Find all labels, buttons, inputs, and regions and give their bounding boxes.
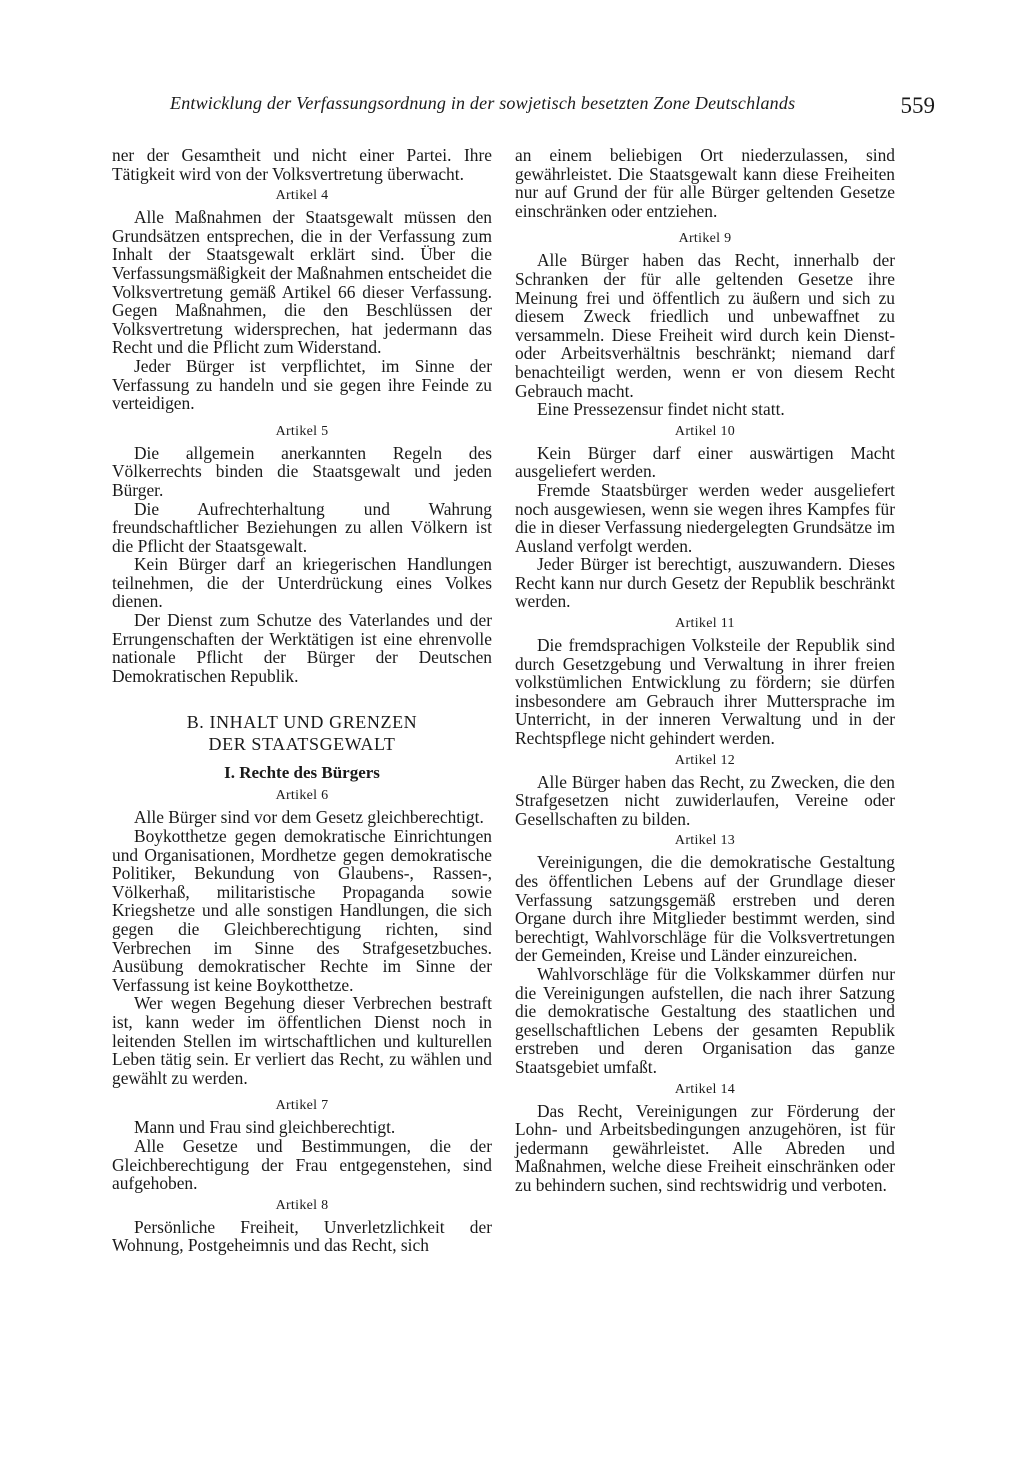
paragraph: Boykotthetze gegen demokratische Einrichtungen und Organisationen, Mordhetze gegen demokratische Politiker, Bekundung von Glaubens-, Rassen-, Völkerhaß, militaristische Propaganda sowie Kriegshetze und alle sonstigen Handlungen, die sich gegen die Gleichberechtigung richten, sind Verbrechen im Sinne des Strafgesetzbuches. Ausübung demokratischer Rechte im Sinne der Verfassung ist keine Boykotthetze. [112, 826, 492, 995]
paragraph: ner der Gesamtheit und nicht einer Partei. Ihre Tätigkeit wird von der Volksvertretung überwacht. [112, 145, 492, 184]
article-heading: Artikel 7 [275, 1098, 329, 1114]
paragraph: Jeder Bürger ist verpflichtet, im Sinne der Verfassung zu handeln und sie gegen ihre Feinde zu verteidigen. [112, 355, 492, 414]
article-heading: Artikel 5 [275, 423, 329, 439]
article-heading: Artikel 11 [675, 616, 735, 632]
left-column [112, 146, 492, 1255]
paragraph: Kein Bürger darf einer auswärtigen Macht ausgeliefert werden. [515, 442, 895, 482]
paragraph: Der Dienst zum Schutze des Vaterlandes und der Errungenschaften der Werktätigen ist eine ehrenvolle nationale Pflicht der Bürger der Deutschen Demokratischen Republik. [112, 610, 492, 686]
section-title [112, 711, 492, 755]
article-heading: Artikel 9 [678, 231, 732, 247]
article-heading: Artikel 13 [674, 833, 736, 849]
article-heading: Artikel 14 [674, 1081, 736, 1097]
paragraph: Die Aufrechterhaltung und Wahrung freundschaftlicher Beziehungen zu allen Völkern ist die Pflicht der Staatsgewalt. [112, 498, 492, 556]
article-heading: Artikel 10 [674, 423, 736, 439]
page-number: 559 [900, 93, 935, 118]
paragraph: Alle Gesetze und Bestimmungen, die der Gleichberechtigung der Frau entgegenstehen, sind aufgehoben. [112, 1135, 492, 1194]
paragraph: Das Recht, Vereinigungen zur Förderung der Lohn- und Arbeitsbedingungen anzugehören, ist für jedermann gewährleistet. Alle Abreden und Maßnahmen, welche diese Freiheit einschränken oder zu behindern suchen, sind rechtswidrig und verboten. [515, 1100, 895, 1195]
paragraph: Die allgemein anerkannten Regeln des Völkerrechts binden die Staatsgewalt und jeden Bürger. [112, 442, 492, 500]
paragraph: Jeder Bürger ist berechtigt, auszuwandern. Dieses Recht kann nur durch Gesetz der Republik beschränkt werden. [515, 554, 895, 612]
paragraph: Alle Bürger sind vor dem Gesetz gleichberechtigt. [134, 807, 484, 828]
paragraph: Die fremdsprachigen Volksteile der Republik sind durch Gesetzgebung und Verwaltung in ihrer freien volkstümlichen Entwicklung zu fördern; sie dürfen insbesondere am Gebrauch ihrer Muttersprache im Unterricht, in der inneren Verwaltung und in der Rechtspflege nicht gehindert werden. [515, 635, 895, 749]
paragraph: Kein Bürger darf an kriegerischen Handlungen teilnehmen, die der Unterdrückung eines Volkes dienen. [112, 554, 492, 612]
right-column [515, 146, 895, 1195]
article-heading: Artikel 4 [275, 188, 329, 204]
article-heading: Artikel 12 [674, 752, 736, 768]
paragraph: Eine Pressezensur findet nicht statt. [537, 399, 785, 420]
paragraph: Wahlvorschläge für die Volkskammer dürfen nur die Vereinigungen aufstellen, die nach ihrer Satzung die demokratische Gestaltung des staatlichen und gesellschaftlichen Lebens der gesamten Republik erstreben und deren Organisation das ganze Staatsgebiet umfaßt. [515, 963, 895, 1077]
paragraph: Fremde Staatsbürger werden weder ausgeliefert noch ausgewiesen, wenn sie wegen ihres Kampfes für die in dieser Verfassung niedergelegten Grundsätze im Ausland verfolgt werden. [515, 479, 895, 556]
subsection-title: I. Rechte des Bürgers [224, 763, 380, 783]
paragraph: Mann und Frau sind gleichberechtigt. [134, 1117, 396, 1138]
running-title: Entwicklung der Verfassungsordnung in der sowjetisch besetzten Zone Deutschlands [170, 93, 796, 113]
section-title-line: B. INHALT UND GRENZEN [186, 712, 418, 733]
paragraph: Persönliche Freiheit, Unverletzlichkeit der Wohnung, Postgeheimnis und das Recht, sich [112, 1216, 492, 1256]
paragraph: Alle Maßnahmen der Staatsgewalt müssen den Grundsätzen entsprechen, die in der Verfassung zum Inhalt der Staatsgewalt erklärt sind. Über die Verfassungsmäßigkeit der Maßnahmen entscheidet die Volksvertretung gemäß Artikel 66 dieser Verfassung. Gegen Maßnahmen, die den Beschlüssen der Volksvertretung widersprechen, hat jedermann das Recht und die Pflicht zum Widerstand. [112, 207, 492, 358]
paragraph: Alle Bürger haben das Recht, zu Zwecken, die den Strafgesetzen nicht zuwiderlaufen, Vereine oder Gesellschaften zu bilden. [515, 771, 895, 829]
section-title-line: DER STAATSGEWALT [208, 734, 396, 755]
paragraph: Alle Bürger haben das Recht, innerhalb der Schranken der für alle geltenden Gesetze ihre Meinung frei und öffentlich zu äußern und sich zu diesem Zweck friedlich und unbewaffnet zu versammeln. Diese Freiheit wird durch kein Dienst- oder Arbeitsverhältnis beschränkt; niemand darf benachteiligt werden, wenn er von diesem Recht Gebrauch macht. [515, 250, 895, 401]
paragraph: an einem beliebigen Ort niederzulassen, sind gewährleistet. Die Staatsgewalt kann diese Freiheiten nur auf Grund der für alle Bürger geltenden Gesetze einschränken oder entziehen. [515, 145, 895, 221]
article-heading: Artikel 8 [275, 1197, 329, 1213]
paragraph: Vereinigungen, die die demokratische Gestaltung des öffentlichen Lebens auf der Grundlage dieser Verfassung satzungsgemäß erstreben und deren Organe durch ihre Mitglieder bestimmt werden, sind berechtigt, Wahlvorschläge für die Volksvertretungen der Gemeinden, Kreise und Länder einzureichen. [515, 852, 895, 966]
article-heading: Artikel 6 [275, 788, 329, 804]
paragraph: Wer wegen Begehung dieser Verbrechen bestraft ist, kann weder im öffentlichen Dienst noch in leitenden Stellen im wirtschaftlichen und kulturellen Leben tätig sein. Er verliert das Recht, zu wählen und gewählt zu werden. [112, 993, 492, 1088]
